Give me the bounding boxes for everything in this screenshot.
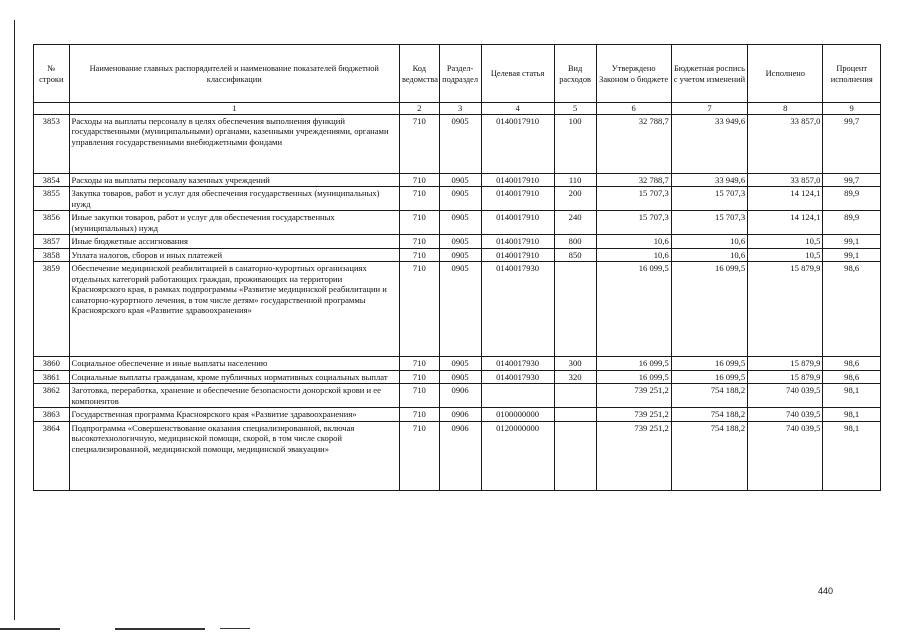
- table-row: [34, 357, 881, 371]
- approved-cell: 739 251,2: [596, 408, 671, 422]
- budget-list-cell: 10,6: [671, 235, 747, 249]
- header-row-number: № строки: [34, 45, 70, 103]
- target-article-cell: 0140017930: [481, 370, 554, 384]
- row-name-cell: Закупка товаров, работ и услуг для обеспечения государственных (муниципальных) нужд: [69, 187, 399, 211]
- target-article-cell: 0140017910: [481, 235, 554, 249]
- expense-type-cell: [554, 421, 596, 490]
- header-name: Наименование главных распорядителей и наименование показателей бюджетной классификации: [69, 45, 399, 103]
- section-cell: 0905: [439, 173, 481, 187]
- executed-cell: 33 857,0: [748, 114, 823, 173]
- executed-cell: 33 857,0: [748, 173, 823, 187]
- budget-list-cell: 15 707,3: [671, 187, 747, 211]
- table-row: [34, 173, 881, 187]
- executed-cell: 740 039,5: [748, 421, 823, 490]
- section-cell: 0905: [439, 262, 481, 357]
- column-number: 1: [69, 103, 399, 115]
- dept-code-cell: 710: [399, 357, 439, 371]
- section-cell: 0905: [439, 114, 481, 173]
- table-row: [34, 248, 881, 262]
- column-number-row: [34, 103, 881, 115]
- row-name-cell: Уплата налогов, сборов и иных платежей: [69, 248, 399, 262]
- executed-cell: 10,5: [748, 248, 823, 262]
- percent-cell: 89,9: [823, 187, 881, 211]
- approved-cell: 16 099,5: [596, 370, 671, 384]
- column-number: [34, 103, 70, 115]
- dept-code-cell: 710: [399, 370, 439, 384]
- section-cell: 0905: [439, 187, 481, 211]
- section-cell: 0905: [439, 235, 481, 249]
- approved-cell: 739 251,2: [596, 384, 671, 408]
- table-row: [34, 262, 881, 357]
- expense-type-cell: [554, 384, 596, 408]
- expense-type-cell: 100: [554, 114, 596, 173]
- budget-list-cell: 16 099,5: [671, 357, 747, 371]
- percent-cell: 98,1: [823, 408, 881, 422]
- scan-artifact-bar: [0, 628, 60, 630]
- dept-code-cell: 710: [399, 384, 439, 408]
- section-cell: 0906: [439, 384, 481, 408]
- column-number: 6: [596, 103, 671, 115]
- row-name-cell: Расходы на выплаты персоналу в целях обеспечения выполнения функций государственными (муниципальными) органами, казенными учреждениями, органами управления государственными внебюджетными фондами: [69, 114, 399, 173]
- row-number-cell: 3853: [34, 114, 70, 173]
- executed-cell: 14 124,1: [748, 211, 823, 235]
- table-row: [34, 235, 881, 249]
- percent-cell: 99,7: [823, 173, 881, 187]
- target-article-cell: 0140017910: [481, 248, 554, 262]
- column-number: 8: [748, 103, 823, 115]
- scan-artifact-bar: [115, 628, 205, 630]
- executed-cell: 15 879,9: [748, 370, 823, 384]
- table-row: [34, 421, 881, 490]
- row-number-cell: 3863: [34, 408, 70, 422]
- expense-type-cell: 800: [554, 235, 596, 249]
- target-article-cell: 0140017910: [481, 173, 554, 187]
- executed-cell: 740 039,5: [748, 384, 823, 408]
- row-number-cell: 3857: [34, 235, 70, 249]
- column-number: 4: [481, 103, 554, 115]
- row-name-cell: Иные закупки товаров, работ и услуг для обеспечения государственных (муниципальных) нужд: [69, 211, 399, 235]
- row-name-cell: Государственная программа Красноярского края «Развитие здравоохранения»: [69, 408, 399, 422]
- percent-cell: 98,1: [823, 421, 881, 490]
- budget-list-cell: 16 099,5: [671, 262, 747, 357]
- budget-list-cell: 10,6: [671, 248, 747, 262]
- column-number: 7: [671, 103, 747, 115]
- header-percent: Процент исполнения: [823, 45, 881, 103]
- row-number-cell: 3856: [34, 211, 70, 235]
- page-number: 440: [818, 586, 834, 596]
- budget-list-cell: 754 188,2: [671, 408, 747, 422]
- row-name-cell: Социальное обеспечение и иные выплаты населению: [69, 357, 399, 371]
- approved-cell: 16 099,5: [596, 357, 671, 371]
- dept-code-cell: 710: [399, 421, 439, 490]
- target-article-cell: 0140017930: [481, 357, 554, 371]
- dept-code-cell: 710: [399, 187, 439, 211]
- budget-list-cell: 15 707,3: [671, 211, 747, 235]
- approved-cell: 739 251,2: [596, 421, 671, 490]
- budget-list-cell: 754 188,2: [671, 384, 747, 408]
- section-cell: 0905: [439, 370, 481, 384]
- row-name-cell: Подпрограмма «Совершенствование оказания специализированной, включая высокотехнологичную, медицинской помощи, скорой, в том числе скорой специализированной, медицинской помощи, медицинской эвакуации»: [69, 421, 399, 490]
- dept-code-cell: 710: [399, 248, 439, 262]
- header-approved: Утверждено Законом о бюджете: [596, 45, 671, 103]
- percent-cell: 89,9: [823, 211, 881, 235]
- row-name-cell: Иные бюджетные ассигнования: [69, 235, 399, 249]
- expense-type-cell: 200: [554, 187, 596, 211]
- dept-code-cell: 710: [399, 114, 439, 173]
- header-target-article: Целевая статья: [481, 45, 554, 103]
- row-name-cell: Расходы на выплаты персоналу казенных учреждений: [69, 173, 399, 187]
- dept-code-cell: 710: [399, 408, 439, 422]
- percent-cell: 98,6: [823, 262, 881, 357]
- row-number-cell: 3855: [34, 187, 70, 211]
- row-number-cell: 3854: [34, 173, 70, 187]
- approved-cell: 32 788,7: [596, 173, 671, 187]
- approved-cell: 16 099,5: [596, 262, 671, 357]
- row-name-cell: Социальные выплаты гражданам, кроме публичных нормативных социальных выплат: [69, 370, 399, 384]
- section-cell: 0905: [439, 248, 481, 262]
- header-expense-type: Вид расходов: [554, 45, 596, 103]
- table-row: [34, 408, 881, 422]
- approved-cell: 32 788,7: [596, 114, 671, 173]
- executed-cell: 10,5: [748, 235, 823, 249]
- column-number: 9: [823, 103, 881, 115]
- row-number-cell: 3862: [34, 384, 70, 408]
- percent-cell: 99,1: [823, 248, 881, 262]
- header-section: Раздел-подраздел: [439, 45, 481, 103]
- dept-code-cell: 710: [399, 211, 439, 235]
- table-row: [34, 370, 881, 384]
- target-article-cell: 0120000000: [481, 421, 554, 490]
- budget-list-cell: 16 099,5: [671, 370, 747, 384]
- scan-edge-line: [14, 20, 15, 620]
- column-number: 2: [399, 103, 439, 115]
- executed-cell: 740 039,5: [748, 408, 823, 422]
- expense-type-cell: 320: [554, 370, 596, 384]
- scan-artifact-bar: [220, 628, 250, 629]
- header-dept-code: Код ведомства: [399, 45, 439, 103]
- percent-cell: 99,7: [823, 114, 881, 173]
- header-row: [34, 45, 881, 103]
- section-cell: 0906: [439, 421, 481, 490]
- row-number-cell: 3859: [34, 262, 70, 357]
- percent-cell: 98,1: [823, 384, 881, 408]
- executed-cell: 14 124,1: [748, 187, 823, 211]
- expense-type-cell: 850: [554, 248, 596, 262]
- percent-cell: 99,1: [823, 235, 881, 249]
- expense-type-cell: 300: [554, 357, 596, 371]
- target-article-cell: 0140017910: [481, 211, 554, 235]
- table-row: [34, 187, 881, 211]
- budget-list-cell: 33 949,6: [671, 173, 747, 187]
- approved-cell: 10,6: [596, 235, 671, 249]
- table-row: [34, 114, 881, 173]
- target-article-cell: [481, 384, 554, 408]
- budget-document: [33, 44, 881, 491]
- header-executed: Исполнено: [748, 45, 823, 103]
- column-number: 5: [554, 103, 596, 115]
- dept-code-cell: 710: [399, 173, 439, 187]
- section-cell: 0906: [439, 408, 481, 422]
- table-row: [34, 211, 881, 235]
- row-number-cell: 3858: [34, 248, 70, 262]
- section-cell: 0905: [439, 211, 481, 235]
- budget-list-cell: 754 188,2: [671, 421, 747, 490]
- approved-cell: 15 707,3: [596, 211, 671, 235]
- column-number: 3: [439, 103, 481, 115]
- percent-cell: 98,6: [823, 357, 881, 371]
- target-article-cell: 0100000000: [481, 408, 554, 422]
- expense-type-cell: [554, 408, 596, 422]
- approved-cell: 15 707,3: [596, 187, 671, 211]
- section-cell: 0905: [439, 357, 481, 371]
- budget-list-cell: 33 949,6: [671, 114, 747, 173]
- expense-type-cell: 240: [554, 211, 596, 235]
- target-article-cell: 0140017910: [481, 114, 554, 173]
- target-article-cell: 0140017910: [481, 187, 554, 211]
- dept-code-cell: 710: [399, 262, 439, 357]
- expense-type-cell: [554, 262, 596, 357]
- row-number-cell: 3861: [34, 370, 70, 384]
- row-number-cell: 3860: [34, 357, 70, 371]
- header-budget-list: Бюджетная роспись с учетом изменений: [671, 45, 747, 103]
- expense-type-cell: 110: [554, 173, 596, 187]
- row-number-cell: 3864: [34, 421, 70, 490]
- approved-cell: 10,6: [596, 248, 671, 262]
- percent-cell: 98,6: [823, 370, 881, 384]
- executed-cell: 15 879,9: [748, 262, 823, 357]
- target-article-cell: 0140017930: [481, 262, 554, 357]
- budget-execution-table: [33, 44, 881, 491]
- executed-cell: 15 879,9: [748, 357, 823, 371]
- row-name-cell: Обеспечение медицинской реабилитацией в санаторно-курортных организациях отдельных категорий работающих граждан, проживающих на территории Красноярского края, в рамках подпрограммы «Развитие медицинской реабилитации и санаторно-курортного лечения, в том числе детям» государственной программы Красноярского края «Развитие здравоохранения»: [69, 262, 399, 357]
- table-row: [34, 384, 881, 408]
- row-name-cell: Заготовка, переработка, хранение и обеспечение безопасности донорской крови и ее компонентов: [69, 384, 399, 408]
- dept-code-cell: 710: [399, 235, 439, 249]
